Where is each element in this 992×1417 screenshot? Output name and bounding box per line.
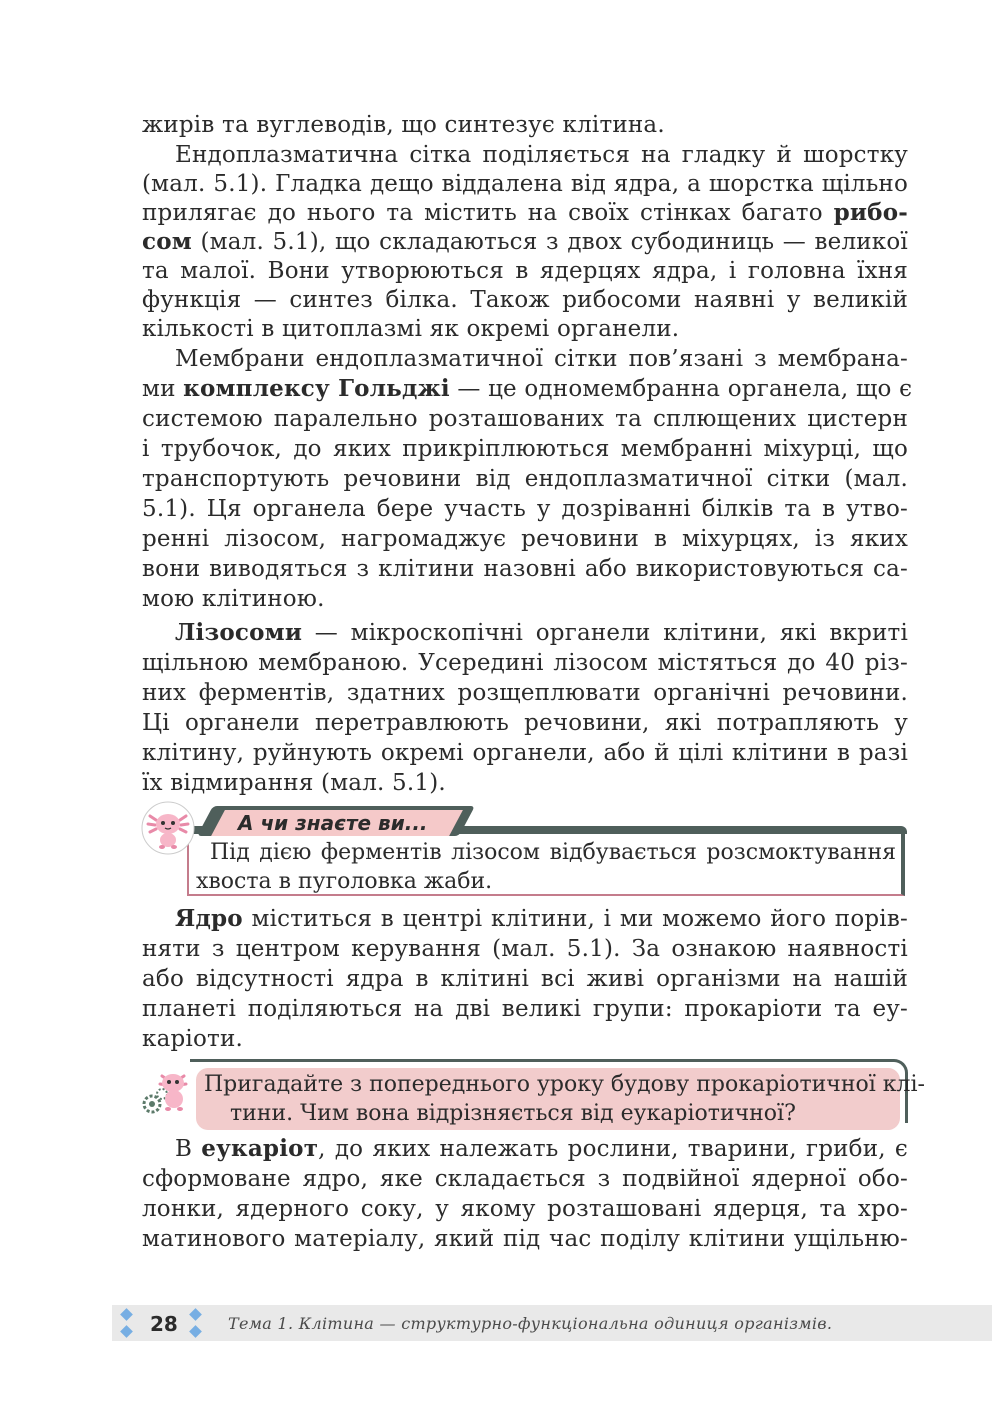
text-line bbox=[142, 198, 908, 228]
text-line: клітину, руйнують окремі органели, або й цілі клітини в разі bbox=[142, 740, 908, 766]
text-line: Пригадайте з попереднього уроку будову прокаріотичної клі- bbox=[204, 1072, 925, 1097]
text-line: і трубочок, до яких прикріплюються мембранні міхурці, що bbox=[142, 436, 908, 462]
text-line: транспортують речовини від ендоплазматичної сітки (мал. bbox=[142, 466, 908, 492]
text-line bbox=[142, 374, 913, 404]
text-span: міститься в центрі клітини, і ми можемо його порів- bbox=[242, 906, 908, 932]
text-line: матинового матеріалу, який під час поділу клітини ущільню- bbox=[142, 1226, 908, 1252]
text-line: хвоста в пуголовка жаби. bbox=[196, 869, 493, 894]
text-span: ми bbox=[142, 376, 184, 402]
text-line: (мал. 5.1). Гладка дещо віддалена від ядра, а шорстка щільно bbox=[142, 171, 908, 197]
text-line: мою клітиною. bbox=[142, 586, 325, 612]
text-line: планеті поділяються на дві великі групи: прокаріоти та еу- bbox=[142, 996, 908, 1022]
text-line: функція — синтез білка. Також рибосоми наявні у великій bbox=[142, 287, 908, 313]
text-line bbox=[142, 904, 908, 934]
text-line: їх відмирання (мал. 5.1). bbox=[142, 770, 446, 796]
axolotl-gears-icon bbox=[140, 1064, 198, 1118]
axolotl-mascot-icon bbox=[140, 798, 196, 856]
text-line bbox=[142, 227, 908, 257]
text-line: каріоти. bbox=[142, 1026, 243, 1052]
text-line: ренні лізосом, нагромаджує речовини в міхурцях, із яких bbox=[142, 526, 908, 552]
text-line: та малої. Вони утворюються в ядерцях ядра, і головна їхня bbox=[142, 258, 908, 284]
text-line: жирів та вуглеводів, що синтезує клітина. bbox=[142, 112, 665, 138]
text-line: Під дією ферментів лізосом відбувається розсмоктування bbox=[210, 840, 896, 865]
text-span: , до яких належать рослини, тварини, гриби, є bbox=[318, 1136, 908, 1162]
text-line: кількості в цитоплазмі як окремі органели. bbox=[142, 316, 680, 342]
text-line: сформоване ядро, яке складається з подвійної ядерної обо- bbox=[142, 1166, 908, 1192]
text-line: або відсутності ядра в клітині всі живі організми на нашій bbox=[142, 966, 908, 992]
text-line: Ці органели перетравлюють речовини, які потрапляють у bbox=[142, 710, 908, 736]
text-line: няти з центром керування (мал. 5.1). За ознакою наявності bbox=[142, 936, 908, 962]
did-you-know-title: А чи знаєте ви... bbox=[238, 811, 428, 835]
text-span: — мікроскопічні органели клітини, які вкриті bbox=[302, 620, 908, 646]
text-line: системою паралельно розташованих та сплющених цистерн bbox=[142, 406, 908, 432]
text-line: них ферментів, здатних розщеплювати органічні речовини. bbox=[142, 680, 908, 706]
page-number: 28 bbox=[150, 1312, 178, 1336]
text-line: щільною мембраною. Усередині лізосом містяться до 40 різ- bbox=[142, 650, 908, 676]
text-span: (мал. 5.1), що складаються з двох субодиниць — великої bbox=[191, 229, 908, 255]
footer-topic: Тема 1. Клітина — структурно-функціональна одиниця організмів. bbox=[228, 1314, 833, 1333]
term-lysosomes: Лізосоми bbox=[175, 619, 303, 646]
term-eukaryotes: еукаріот bbox=[201, 1135, 319, 1162]
text-line: 5.1). Ця органела бере участь у дозріванні білків та в утво- bbox=[142, 496, 908, 522]
text-line: Ендоплазматична сітка поділяється на гладку й шорстку bbox=[175, 142, 908, 168]
term-ribosomes: рибо- bbox=[833, 199, 909, 226]
text-line: Мембрани ендоплазматичної сітки пов’язані з мембрана- bbox=[175, 346, 908, 372]
text-line bbox=[142, 618, 908, 648]
term-ribosomes-end: сом bbox=[142, 228, 192, 255]
text-span: — це одномембранна органела, що є bbox=[449, 376, 913, 402]
text-span: В bbox=[175, 1136, 202, 1162]
text-line: вони виводяться з клітини назовні або використовуються са- bbox=[142, 556, 908, 582]
term-nucleus: Ядро bbox=[175, 905, 243, 932]
text-line bbox=[142, 1134, 908, 1164]
text-line: лонки, ядерного соку, у якому розташовані ядерця, та хро- bbox=[142, 1196, 908, 1222]
text-span: прилягає до нього та містить на своїх стінках багато bbox=[142, 200, 823, 226]
term-golgi: комплексу Гольджі bbox=[183, 375, 450, 402]
text-line: тини. Чим вона відрізняється від еукаріотичної? bbox=[230, 1101, 796, 1126]
